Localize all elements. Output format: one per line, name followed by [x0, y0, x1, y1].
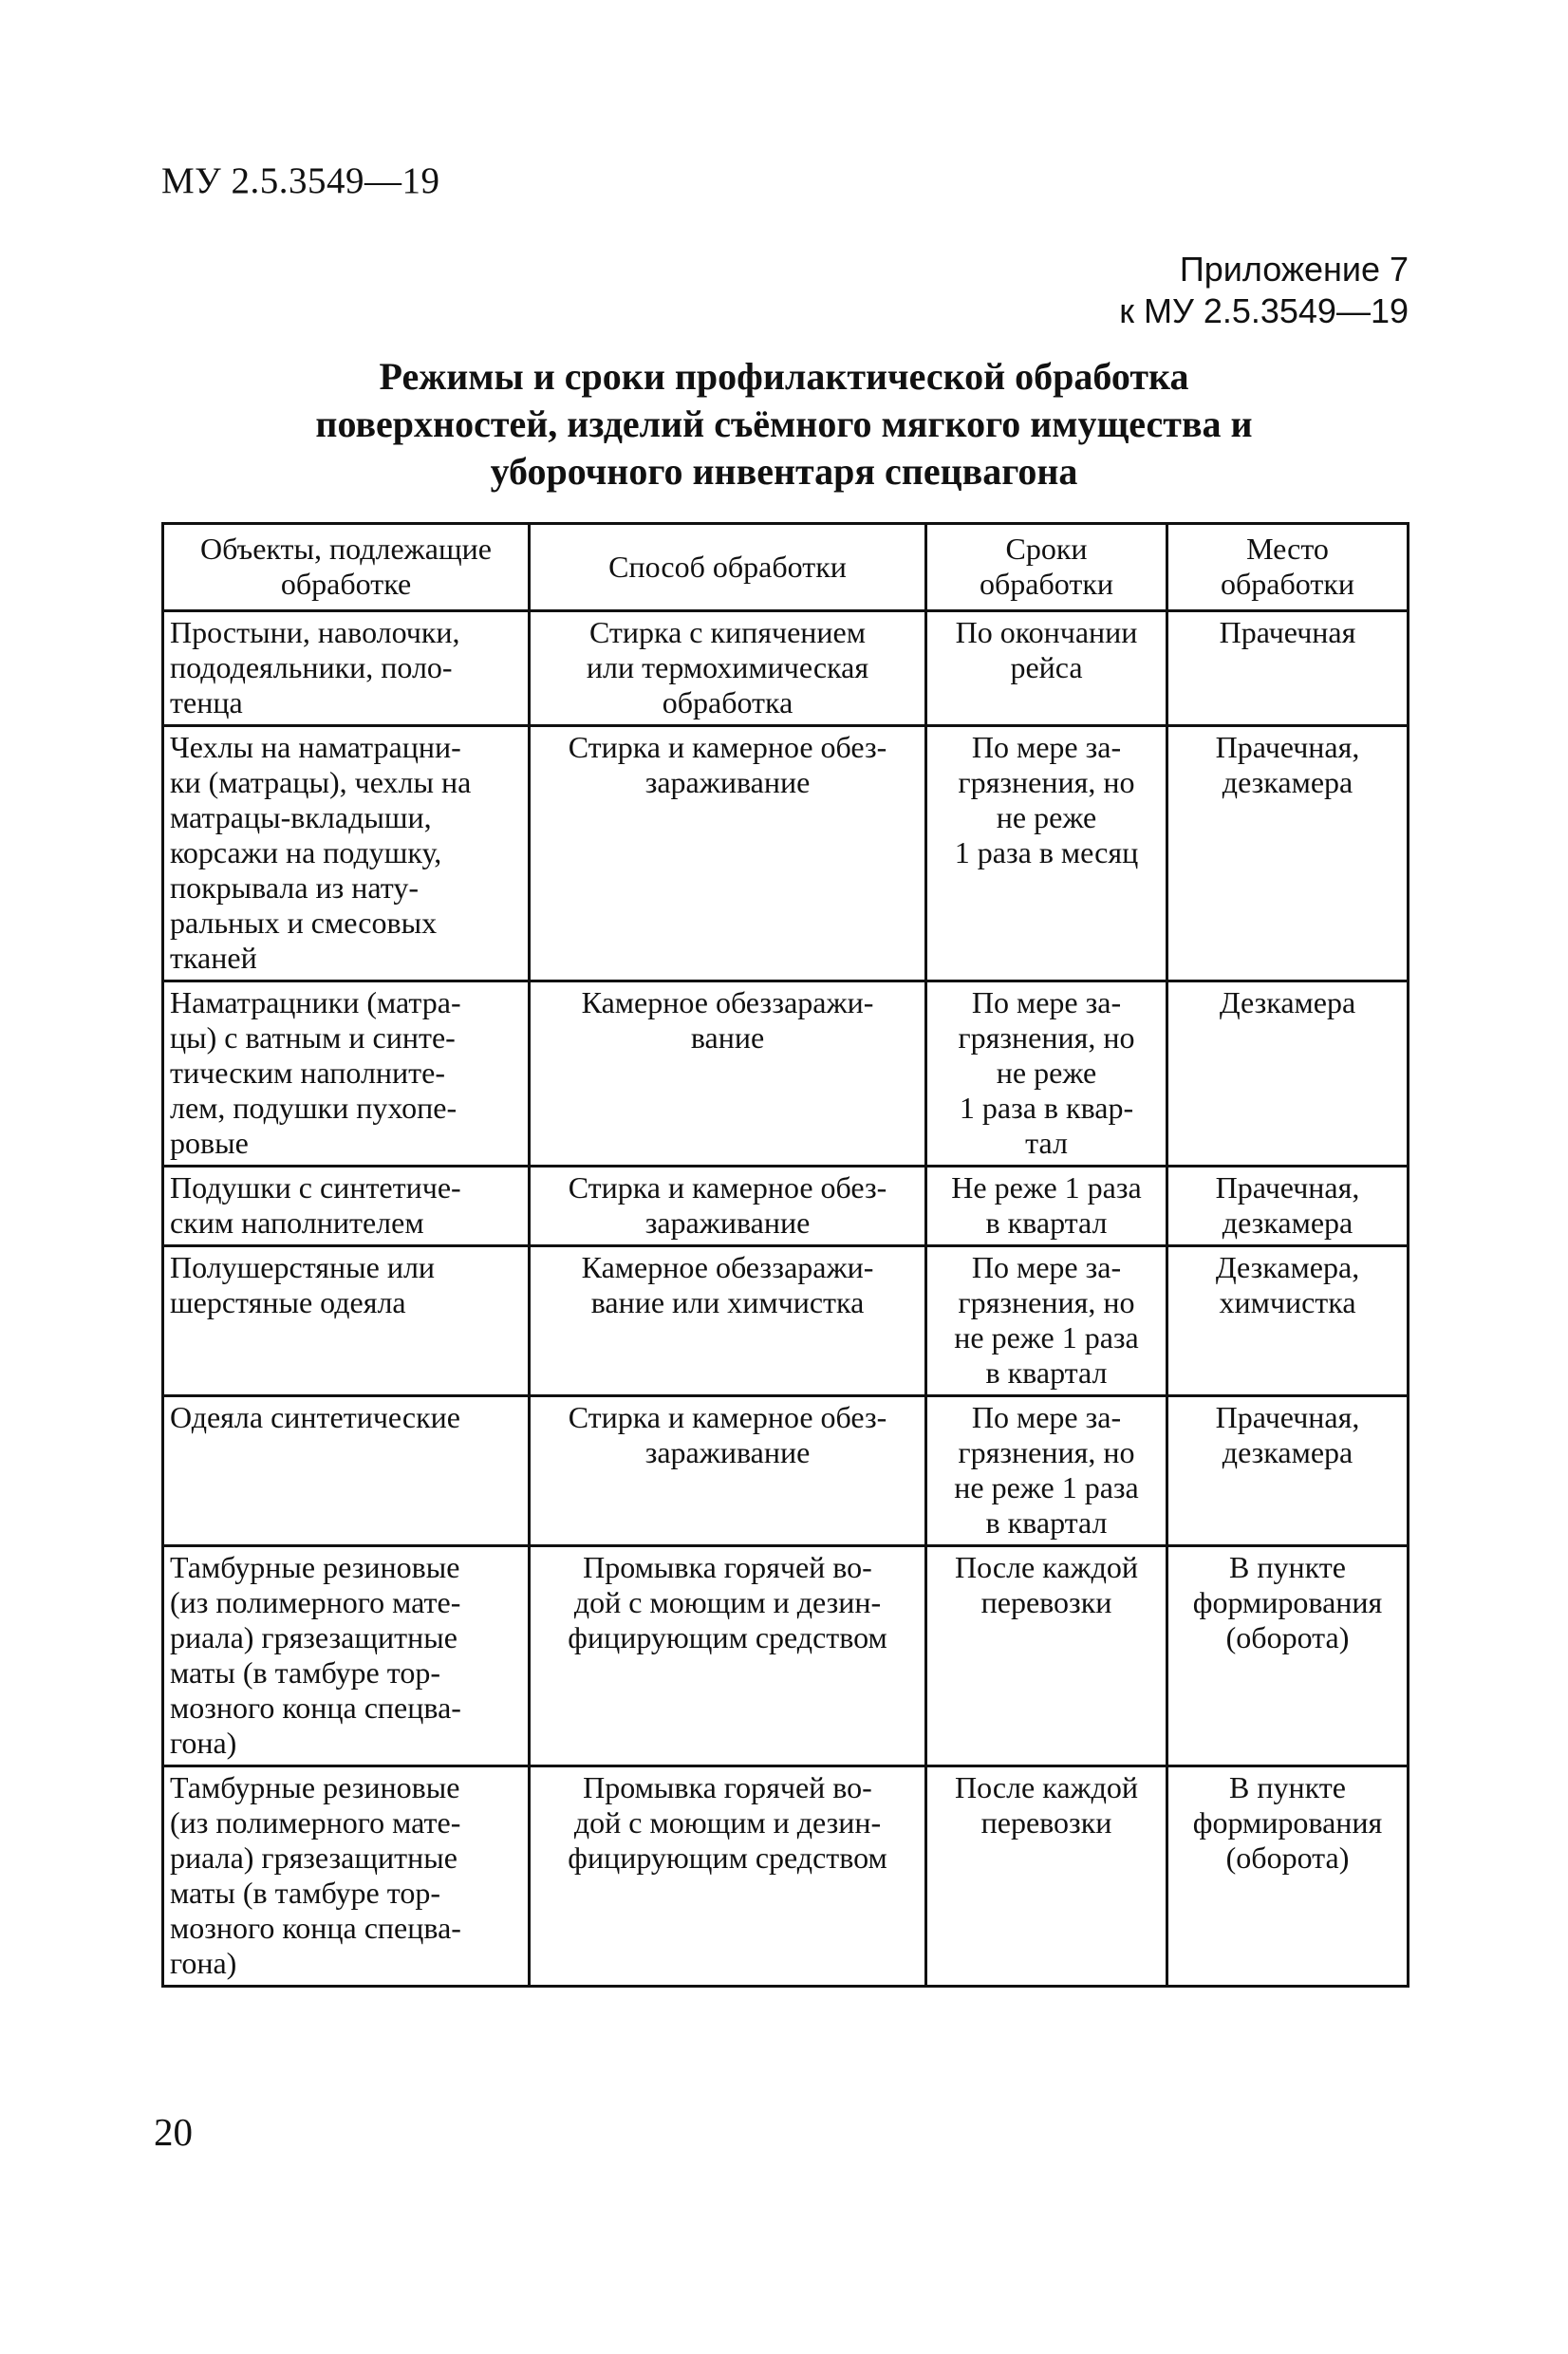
cell-method	[530, 981, 926, 1167]
cell-text-line: Прачечная,	[1215, 730, 1360, 764]
cell-text-line: мозного конца спецва-	[170, 1911, 461, 1945]
cell-text-line: обработка	[662, 685, 793, 719]
header-place	[1167, 524, 1409, 611]
cell-text-line: не реже	[996, 1056, 1097, 1090]
cell-place	[1167, 726, 1409, 981]
cell-place	[1167, 1546, 1409, 1766]
title-line: уборочного инвентаря спецвагона	[490, 450, 1078, 493]
cell-object	[163, 981, 530, 1167]
cell-text-line: 1 раза в месяц	[954, 835, 1139, 869]
cell-method	[530, 1167, 926, 1246]
cell-text-line: формирования	[1192, 1585, 1383, 1619]
cell-text-line: Одеяла синтетические	[170, 1400, 460, 1434]
cell-text-line: дезкамера	[1222, 765, 1353, 799]
cell-method	[530, 1546, 926, 1766]
cell-text-line: формирования	[1192, 1805, 1383, 1840]
cell-text-line: в квартал	[985, 1505, 1108, 1540]
cell-text-line: мозного конца спецва-	[170, 1691, 461, 1725]
cell-term	[926, 1167, 1167, 1246]
cell-text-line: Подушки с синтетиче-	[170, 1170, 461, 1205]
cell-text-line: Стирка с кипячением	[588, 615, 866, 649]
cell-text-line: После каждой	[954, 1550, 1139, 1584]
cell-text-line: ральных и смесовых	[170, 906, 438, 940]
cell-text-line: фицирующим средством	[568, 1840, 887, 1875]
cell-text-line: или термохимическая	[586, 650, 869, 684]
cell-method	[530, 1766, 926, 1987]
cell-text-line: риала) грязезащитные	[170, 1840, 457, 1875]
cell-text-line: тканей	[170, 941, 257, 975]
cell-text-line: Дезкамера	[1219, 985, 1356, 1019]
cell-text-line: Не реже 1 раза	[951, 1170, 1142, 1205]
cell-text-line: зараживание	[644, 1435, 811, 1469]
title-line: Режимы и сроки профилактической обработка	[379, 355, 1189, 398]
cell-text-line: тал	[1025, 1126, 1068, 1160]
cell-text-line: дезкамера	[1222, 1435, 1353, 1469]
table-header-row	[163, 524, 1409, 611]
cell-text-line: Тамбурные резиновые	[170, 1550, 460, 1584]
table-row	[163, 611, 1409, 726]
header-method	[530, 524, 926, 611]
cell-text-line: вание или химчистка	[590, 1285, 865, 1319]
cell-text-line: цы) с ватным и синте-	[170, 1020, 456, 1055]
cell-text-line: рейса	[1010, 650, 1083, 684]
cell-object	[163, 1766, 530, 1987]
cell-text-line: грязнения, но	[958, 765, 1135, 799]
cell-text-line: обработки	[1221, 567, 1354, 601]
title-line: поверхностей, изделий съёмного мягкого имущества и	[315, 402, 1253, 445]
cell-text-line: фицирующим средством	[568, 1620, 887, 1654]
table-body	[163, 611, 1409, 1987]
cell-place	[1167, 1766, 1409, 1987]
cell-object	[163, 1246, 530, 1396]
cell-text-line: Камерное обеззаражи-	[581, 985, 874, 1019]
cell-text-line: Прачечная,	[1215, 1170, 1360, 1205]
cell-method	[530, 726, 926, 981]
cell-text-line: По мере за-	[971, 1250, 1122, 1284]
cell-text-line: Стирка и камерное обез-	[568, 1400, 887, 1434]
cell-text-line: По мере за-	[971, 730, 1122, 764]
cell-text-line: зараживание	[644, 1205, 811, 1240]
table-row	[163, 1167, 1409, 1246]
cell-text-line: По окончании	[955, 615, 1138, 649]
cell-text-line: Объекты, подлежащие	[200, 532, 492, 566]
cell-method	[530, 1246, 926, 1396]
cell-text-line: Способ обработки	[608, 549, 847, 584]
cell-term	[926, 1546, 1167, 1766]
cell-text-line: дой с моющим и дезин-	[573, 1805, 882, 1840]
cell-text-line: гона)	[170, 1946, 237, 1980]
cell-text-line: После каждой	[954, 1770, 1139, 1804]
table-row	[163, 726, 1409, 981]
cell-term	[926, 1766, 1167, 1987]
cell-text-line: грязнения, но	[958, 1285, 1135, 1319]
treatment-table	[161, 522, 1409, 1988]
cell-object	[163, 1546, 530, 1766]
cell-place	[1167, 1396, 1409, 1546]
cell-object	[163, 1396, 530, 1546]
cell-text-line: Камерное обеззаражи-	[581, 1250, 874, 1284]
table-row	[163, 1246, 1409, 1396]
cell-term	[926, 981, 1167, 1167]
cell-text-line: покрывала из нату-	[170, 870, 419, 905]
cell-text-line: Промывка горячей во-	[583, 1770, 872, 1804]
cell-text-line: матрацы-вкладыши,	[170, 800, 432, 834]
cell-text-line: маты (в тамбуре тор-	[170, 1655, 440, 1690]
page-title	[161, 353, 1407, 495]
cell-text-line: ровые	[170, 1126, 249, 1160]
cell-term	[926, 1396, 1167, 1546]
cell-place	[1167, 611, 1409, 726]
cell-text-line: тенца	[170, 685, 243, 719]
page-number: 20	[154, 2110, 193, 2154]
document-code: МУ 2.5.3549—19	[161, 160, 440, 201]
cell-text-line: (оборота)	[1225, 1620, 1350, 1654]
cell-text-line: Тамбурные резиновые	[170, 1770, 460, 1804]
table-row	[163, 981, 1409, 1167]
appendix-number: Приложение 7	[1179, 250, 1409, 289]
cell-text-line: Простыни, наволочки,	[170, 615, 460, 649]
cell-text-line: Прачечная,	[1215, 1400, 1360, 1434]
cell-text-line: 1 раза в квар-	[959, 1091, 1134, 1125]
table-row	[163, 1766, 1409, 1987]
cell-text-line: По мере за-	[971, 985, 1122, 1019]
cell-text-line: корсажи на подушку,	[170, 835, 442, 869]
cell-text-line: в квартал	[985, 1205, 1108, 1240]
cell-text-line: гона)	[170, 1726, 237, 1760]
header-term	[926, 524, 1167, 611]
cell-text-line: перевозки	[980, 1585, 1112, 1619]
table-row	[163, 1396, 1409, 1546]
cell-text-line: дезкамера	[1222, 1205, 1353, 1240]
cell-text-line: грязнения, но	[958, 1435, 1135, 1469]
appendix-reference	[1119, 249, 1409, 332]
cell-text-line: химчистка	[1219, 1285, 1356, 1319]
cell-text-line: Стирка и камерное обез-	[568, 1170, 887, 1205]
cell-text-line: (оборота)	[1225, 1840, 1350, 1875]
cell-text-line: Полушерстяные или	[170, 1250, 436, 1284]
cell-text-line: По мере за-	[971, 1400, 1122, 1434]
cell-text-line: Чехлы на наматрацни-	[170, 730, 461, 764]
appendix-document: к МУ 2.5.3549—19	[1119, 291, 1409, 330]
cell-text-line: обработке	[280, 567, 412, 601]
cell-text-line: пододеяльники, поло-	[170, 650, 453, 684]
cell-text-line: зараживание	[644, 765, 811, 799]
cell-text-line: В пункте	[1229, 1550, 1346, 1584]
cell-text-line: Стирка и камерное обез-	[568, 730, 887, 764]
cell-text-line: (из полимерного мате-	[170, 1805, 461, 1840]
cell-term	[926, 1246, 1167, 1396]
cell-text-line: риала) грязезащитные	[170, 1620, 457, 1654]
cell-text-line: тическим наполните-	[170, 1056, 445, 1090]
cell-text-line: ским наполнителем	[170, 1205, 424, 1240]
cell-text-line: ки (матрацы), чехлы на	[170, 765, 472, 799]
cell-text-line: не реже	[996, 800, 1097, 834]
cell-text-line: (из полимерного мате-	[170, 1585, 461, 1619]
cell-text-line: Прачечная	[1219, 615, 1356, 649]
cell-place	[1167, 1246, 1409, 1396]
cell-text-line: обработки	[980, 567, 1113, 601]
cell-place	[1167, 1167, 1409, 1246]
cell-method	[530, 1396, 926, 1546]
cell-term	[926, 611, 1167, 726]
cell-text-line: Место	[1246, 532, 1329, 566]
cell-term	[926, 726, 1167, 981]
cell-text-line: вание	[690, 1020, 765, 1055]
cell-text-line: Наматрацники (матра-	[170, 985, 461, 1019]
cell-text-line: грязнения, но	[958, 1020, 1135, 1055]
cell-text-line: Сроки	[1005, 532, 1088, 566]
cell-text-line: дой с моющим и дезин-	[573, 1585, 882, 1619]
cell-text-line: не реже 1 раза	[954, 1470, 1139, 1504]
cell-object	[163, 726, 530, 981]
cell-text-line: В пункте	[1229, 1770, 1346, 1804]
cell-method	[530, 611, 926, 726]
cell-text-line: Дезкамера,	[1215, 1250, 1360, 1284]
header-objects	[163, 524, 530, 611]
cell-place	[1167, 981, 1409, 1167]
cell-text-line: не реже 1 раза	[954, 1320, 1139, 1354]
cell-object	[163, 611, 530, 726]
cell-text-line: перевозки	[980, 1805, 1112, 1840]
cell-text-line: шерстяные одеяла	[170, 1285, 406, 1319]
cell-object	[163, 1167, 530, 1246]
cell-text-line: маты (в тамбуре тор-	[170, 1876, 440, 1910]
cell-text-line: Промывка горячей во-	[583, 1550, 872, 1584]
table-row	[163, 1546, 1409, 1766]
cell-text-line: в квартал	[985, 1355, 1108, 1390]
cell-text-line: лем, подушки пухопе-	[170, 1091, 457, 1125]
